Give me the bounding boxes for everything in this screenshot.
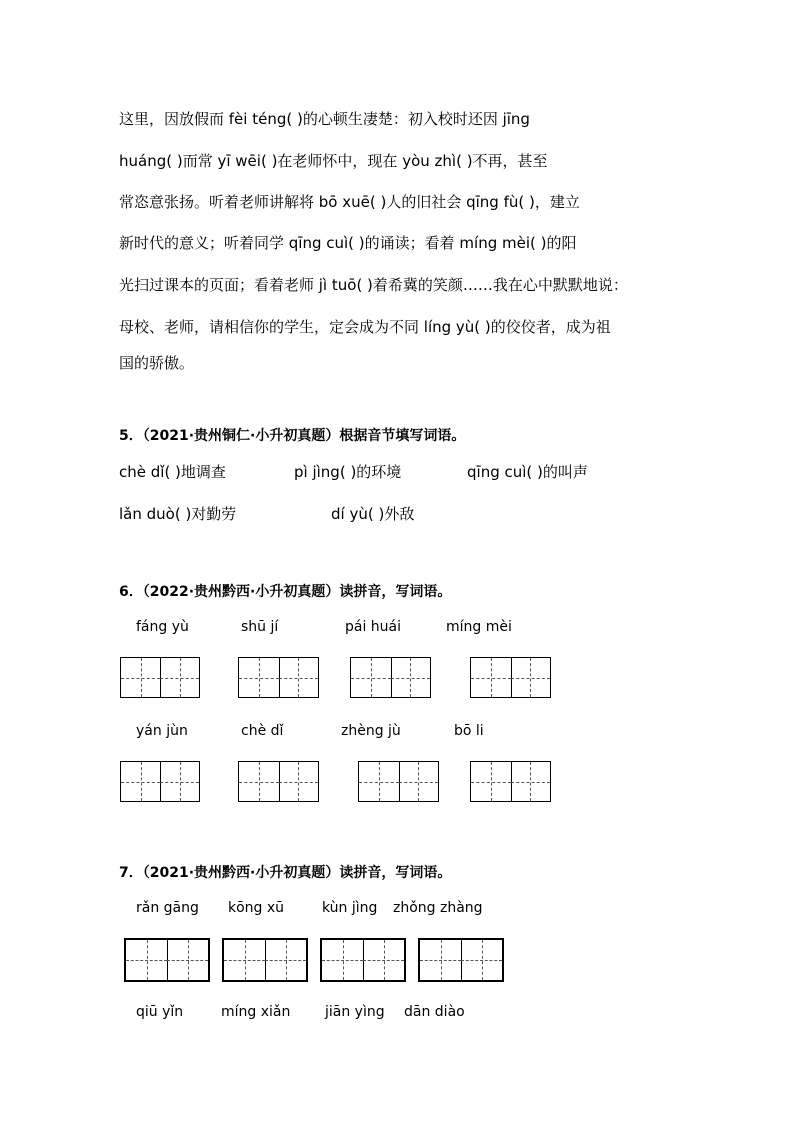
q5-item: chè dǐ( )地调查	[119, 463, 226, 481]
q6-heading: 6．（2022·贵州黔西·小升初真题）读拼音，写词语。	[119, 584, 452, 600]
writing-box[interactable]	[470, 761, 551, 802]
pinyin-label: míng mèi	[446, 619, 512, 635]
writing-box[interactable]	[358, 761, 439, 802]
writing-box[interactable]	[238, 657, 319, 698]
writing-box[interactable]	[120, 657, 200, 698]
passage-line-5: 光扫过课本的页面；看着老师 jì tuō( )着希冀的笑颜……我在心中默默地说：	[119, 276, 628, 294]
pinyin-label: chè dǐ	[241, 723, 284, 739]
pinyin-label: pái huái	[345, 619, 402, 635]
passage-line-4: 新时代的意义；听着同学 qīng cuì( )的诵读；看着 míng mèi( )的阳	[119, 234, 577, 252]
writing-box[interactable]	[222, 938, 308, 982]
q5-item: qīng cuì( )的叫声	[467, 463, 588, 481]
passage-line-1: 这里，因放假而 fèi téng( )的心顿生凄楚：初入校时还因 jīng	[119, 110, 530, 128]
pinyin-label: fáng yù	[136, 619, 189, 635]
pinyin-label: shū jí	[241, 619, 279, 635]
writing-box[interactable]	[418, 938, 504, 982]
q5-item: pì jìng( )的环境	[294, 463, 402, 481]
pinyin-label: kōng xū	[228, 900, 285, 916]
q5-item: dí yù( )外敌	[331, 505, 415, 523]
writing-box[interactable]	[120, 761, 200, 802]
passage-line-7: 国的骄傲。	[119, 354, 195, 372]
q5-item: lǎn duò( )对勤劳	[119, 505, 237, 523]
pinyin-label: míng xiǎn	[221, 1004, 291, 1020]
passage-line-3: 常恣意张扬。听着老师讲解将 bō xuē( )人的旧社会 qīng fù( )，建立	[119, 193, 580, 211]
pinyin-label: zhèng jù	[341, 723, 401, 739]
pinyin-label: bō li	[454, 723, 484, 739]
writing-box[interactable]	[350, 657, 431, 698]
writing-box[interactable]	[470, 657, 551, 698]
q7-heading: 7．（2021·贵州黔西·小升初真题）读拼音，写词语。	[119, 865, 452, 881]
passage-line-6: 母校、老师，请相信你的学生，定会成为不同 líng yù( )的佼佼者，成为祖	[119, 318, 611, 336]
writing-box[interactable]	[124, 938, 210, 982]
pinyin-label: jiān yìng	[325, 1004, 385, 1020]
writing-box[interactable]	[238, 761, 319, 802]
pinyin-label: dān diào	[404, 1004, 465, 1020]
passage-line-2: huáng( )而常 yī wēi( )在老师怀中，现在 yòu zhì( )不再，甚至	[119, 152, 548, 170]
writing-box[interactable]	[320, 938, 406, 982]
pinyin-label: qiū yǐn	[136, 1004, 184, 1020]
pinyin-label: zhǒng zhàng	[393, 900, 483, 916]
q5-heading: 5．（2021·贵州铜仁·小升初真题）根据音节填写词语。	[119, 428, 466, 444]
pinyin-label: yán jùn	[136, 723, 188, 739]
pinyin-label: kùn jìng	[322, 900, 378, 916]
pinyin-label: rǎn gāng	[136, 900, 199, 916]
